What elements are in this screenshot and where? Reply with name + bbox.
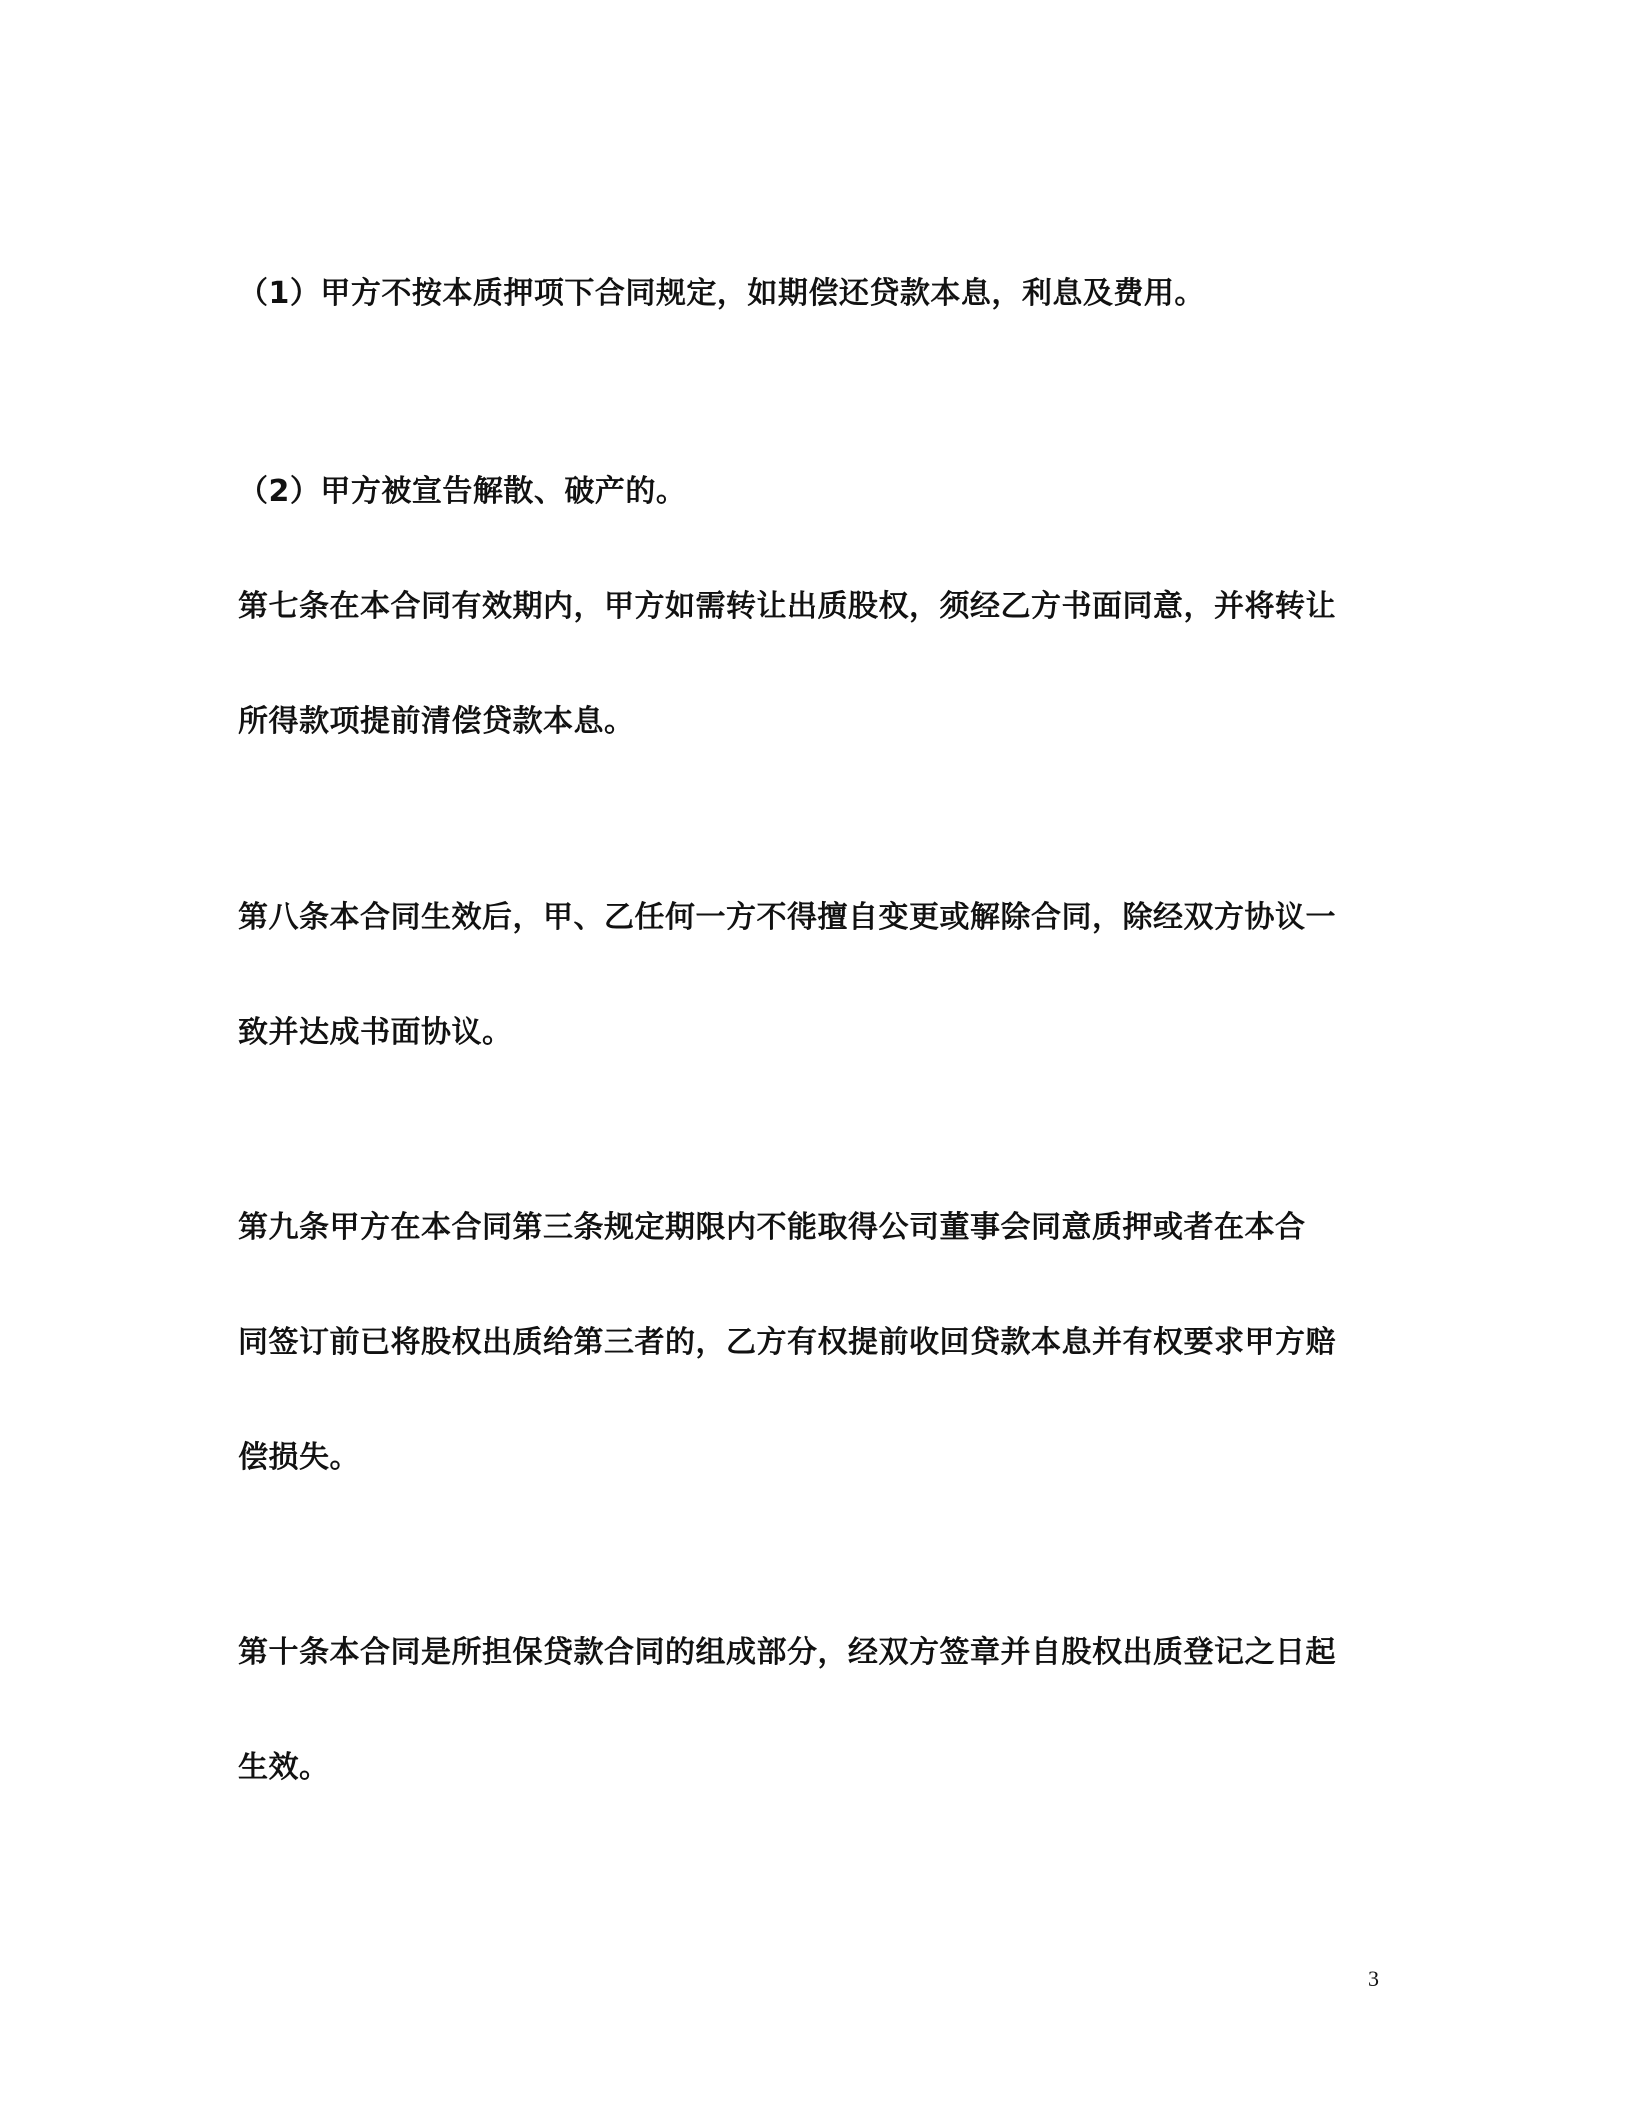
clause-7-line-2: 所得款项提前清偿贷款本息。: [238, 704, 635, 739]
clause-6-item-2: （2）甲方被宣告解散、破产的。: [238, 474, 687, 509]
clause-8-line-2: 致并达成书面协议。: [238, 1015, 513, 1050]
page-number: 3: [1368, 1966, 1379, 1991]
clause-6-item-1: （1）甲方不按本质押项下合同规定，如期偿还贷款本息，利息及费用。: [238, 276, 1205, 311]
clause-9-line-3: 偿损失。: [238, 1440, 360, 1475]
clause-10-line-1: 第十条本合同是所担保贷款合同的组成部分，经双方签章并自股权出质登记之日起: [238, 1635, 1336, 1670]
clause-9-line-1: 第九条甲方在本合同第三条规定期限内不能取得公司董事会同意质押或者在本合: [238, 1210, 1306, 1245]
clause-9-line-2: 同签订前已将股权出质给第三者的，乙方有权提前收回贷款本息并有权要求甲方赔: [238, 1325, 1336, 1360]
clause-7-line-1: 第七条在本合同有效期内，甲方如需转让出质股权，须经乙方书面同意，并将转让: [238, 589, 1336, 624]
clause-10-line-2: 生效。: [238, 1750, 330, 1785]
clause-8-line-1: 第八条本合同生效后，甲、乙任何一方不得擅自变更或解除合同，除经双方协议一: [238, 900, 1336, 935]
